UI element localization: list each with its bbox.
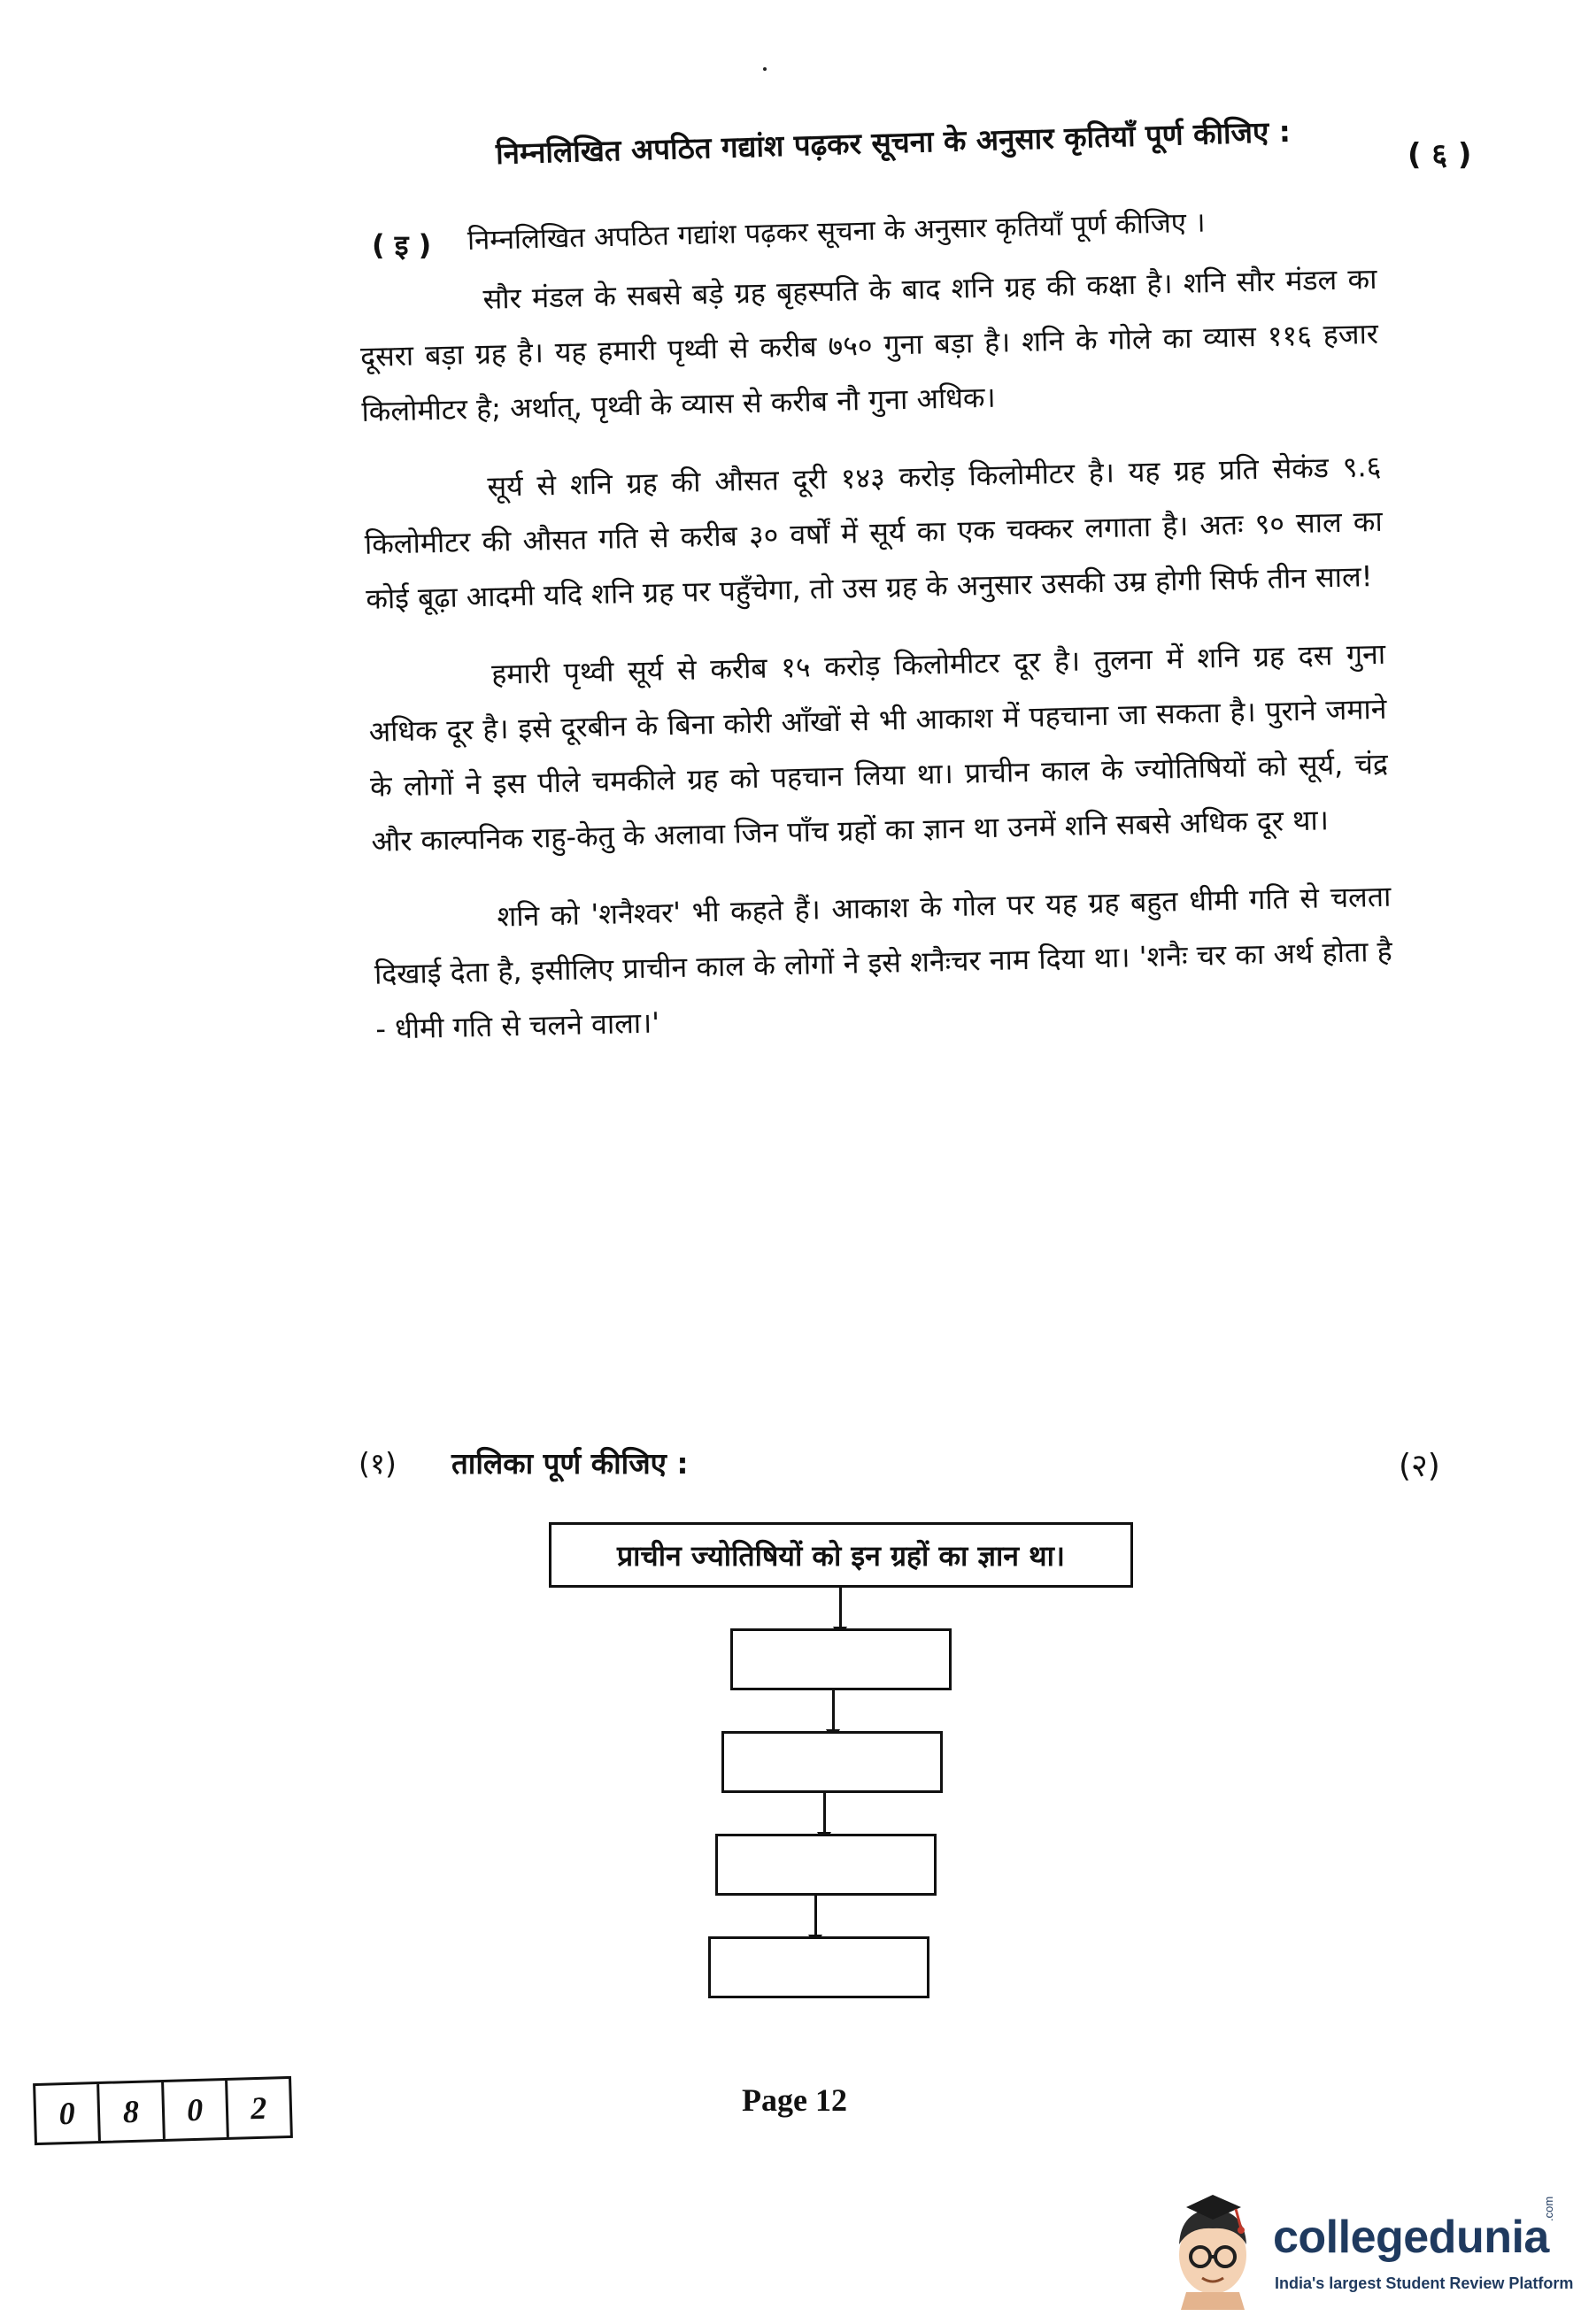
- sub-question-label: (१): [359, 1446, 397, 1481]
- paper-code-digit: 0: [35, 2084, 101, 2143]
- flowchart-blank-box[interactable]: [721, 1731, 943, 1793]
- flowchart-header: प्राचीन ज्योतिषियों को इन ग्रहों का ज्ञान था।: [549, 1522, 1133, 1588]
- paper-code-box: [33, 2076, 293, 2145]
- flowchart-blank-box[interactable]: [730, 1628, 952, 1690]
- flowchart-arrow: [839, 1588, 842, 1628]
- passage-paragraph-1: सौर मंडल के सबसे बड़े ग्रह बृहस्पति के बाद शनि ग्रह की कक्षा है। शनि सौर मंडल का दूसरा बड़ा ग्रह है। यह हमारी पृथ्वी से करीब ७५० गुना बड़ा है। शनि के गोले का व्यास ११६ हजार किलोमीटर है; अर्थात्, पृथ्वी के व्यास से करीब नौ गुना अधिक।: [359, 261, 1379, 428]
- question-intro: निम्नलिखित अपठित गद्यांश पढ़कर सूचना के अनुसार कृतियाँ पूर्ण कीजिए ।: [467, 206, 1206, 257]
- page-speck: [763, 67, 767, 71]
- brand-name: collegedunia: [1273, 2212, 1549, 2263]
- flowchart-blank-box[interactable]: [715, 1834, 937, 1896]
- flowchart-blank-box[interactable]: [708, 1936, 929, 1998]
- passage-paragraph-2: सूर्य से शनि ग्रह की औसत दूरी १४३ करोड़ किलोमीटर है। यह ग्रह प्रति सेकंड ९.६ किलोमीटर की औसत गति से करीब ३० वर्षों में सूर्य का एक चक्कर लगाता है। अतः ९० साल का कोई बूढ़ा आदमी यदि शनि ग्रह पर पहुँचेगा, तो उस ग्रह के अनुसार उसकी उम्र होगी सिर्फ तीन साल!: [364, 449, 1384, 616]
- instruction-text: निम्नलिखित अपठित गद्यांश पढ़कर सूचना के अनुसार कृतियाँ पूर्ण कीजिए :: [495, 113, 1292, 171]
- paper-code-digit: 8: [99, 2082, 165, 2141]
- passage-paragraph-4: शनि को 'शनैश्वर' भी कहते हैं। आकाश के गोल पर यह ग्रह बहुत धीमी गति से चलता दिखाई देता है, इसीलिए प्राचीन काल के लोगों ने इसे शनैःचर नाम दिया था। 'शनैः चर का अर्थ होता है - धीमी गति से चलने वाला।': [374, 879, 1393, 1046]
- instruction-marks: ( ६ ): [1407, 137, 1472, 173]
- brand-watermark: [1160, 2186, 1574, 2310]
- passage-paragraph-3: हमारी पृथ्वी सूर्य से करीब १५ करोड़ किलोमीटर दूर है। तुलना में शनि ग्रह दस गुना अधिक दूर है। इसे दूरबीन के बिना कोरी आँखों से भी आकाश में पहचाना जा सकता है। पुराने जमाने के लोगों ने इस पीले चमकीले ग्रह को पहचान लिया था। प्राचीन काल के ज्योतिषियों को सूर्य, चंद्र और काल्पनिक राहु-केतु के अलावा जिन पाँच ग्रहों का ज्ञान था उनमें शनि सबसे अधिक दूर था।: [368, 636, 1389, 858]
- page-number: Page 12: [742, 2082, 847, 2118]
- flowchart-arrow: [823, 1793, 826, 1834]
- paper-code-digit: 0: [164, 2081, 229, 2139]
- sub-question-text: तालिका पूर्ण कीजिए :: [451, 1446, 689, 1481]
- brand-tagline: India's largest Student Review Platform: [1275, 2274, 1574, 2292]
- sub-question-marks: (२): [1399, 1448, 1440, 1484]
- flowchart-arrow: [814, 1896, 817, 1936]
- paper-code-digit: 2: [250, 2089, 267, 2127]
- unseen-passage: [359, 251, 1394, 1080]
- question-label: ( इ ): [372, 228, 432, 262]
- brand-domain-suffix: .com: [1542, 2196, 1555, 2221]
- student-avatar-icon: [1160, 2186, 1266, 2310]
- flowchart-arrow: [832, 1690, 835, 1731]
